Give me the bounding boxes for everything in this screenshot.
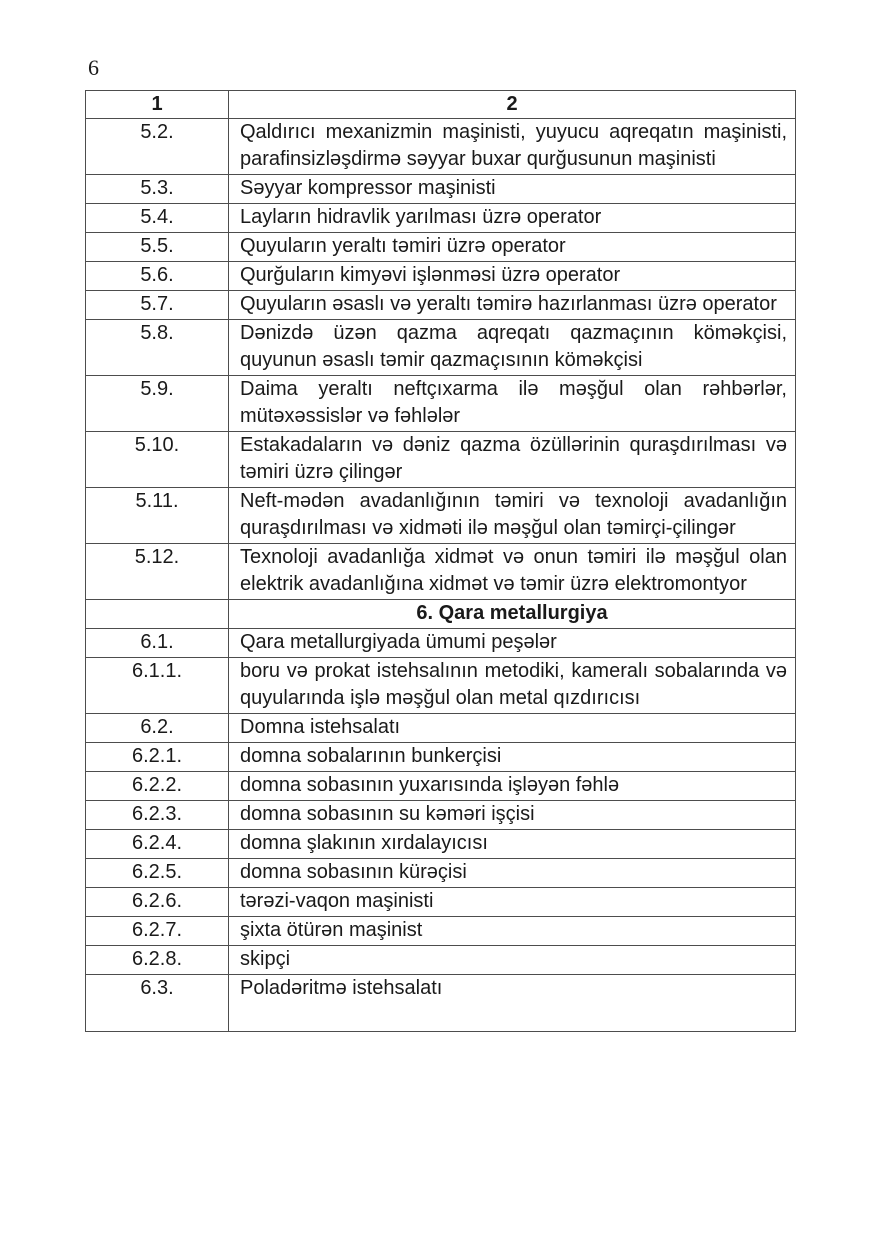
table-row bbox=[86, 488, 796, 544]
row-text-cell: Quyuların əsaslı və yeraltı təmirə hazırlanması üzrə operator bbox=[229, 291, 796, 320]
table-row bbox=[86, 946, 796, 975]
table-row bbox=[86, 600, 796, 629]
profession-table-body bbox=[86, 119, 796, 1032]
table-row bbox=[86, 629, 796, 658]
table-row bbox=[86, 801, 796, 830]
table-row bbox=[86, 975, 796, 1032]
table-row bbox=[86, 376, 796, 432]
row-number-cell: 6.2. bbox=[86, 714, 229, 743]
table-row bbox=[86, 320, 796, 376]
row-text-cell: Estakadaların və dəniz qazma özüllərinin quraşdırılması və təmiri üzrə çilingər bbox=[229, 432, 796, 488]
table-row bbox=[86, 658, 796, 714]
row-number-cell: 6.1. bbox=[86, 629, 229, 658]
row-text-cell: Layların hidravlik yarılması üzrə operator bbox=[229, 204, 796, 233]
row-number-cell: 5.2. bbox=[86, 119, 229, 175]
row-text-cell: Qurğuların kimyəvi işlənməsi üzrə operator bbox=[229, 262, 796, 291]
table-row bbox=[86, 175, 796, 204]
row-number-cell: 5.6. bbox=[86, 262, 229, 291]
table-row bbox=[86, 888, 796, 917]
row-number-cell: 5.11. bbox=[86, 488, 229, 544]
row-text-cell: tərəzi-vaqon maşinisti bbox=[229, 888, 796, 917]
row-text-cell: domna sobasının yuxarısında işləyən fəhlə bbox=[229, 772, 796, 801]
row-number-cell: 5.9. bbox=[86, 376, 229, 432]
table-row bbox=[86, 204, 796, 233]
row-text-cell: domna sobasının kürəçisi bbox=[229, 859, 796, 888]
table-row bbox=[86, 544, 796, 600]
row-text-cell: Qara metallurgiyada ümumi peşələr bbox=[229, 629, 796, 658]
row-number-cell: 6.1.1. bbox=[86, 658, 229, 714]
row-text-cell: Daima yeraltı neftçıxarma ilə məşğul olan rəhbərlər, mütəxəssislər və fəhlələr bbox=[229, 376, 796, 432]
row-number-cell: 6.3. bbox=[86, 975, 229, 1032]
row-text-cell: domna sobalarının bunkerçisi bbox=[229, 743, 796, 772]
row-number-cell: 5.4. bbox=[86, 204, 229, 233]
profession-table bbox=[85, 90, 796, 1032]
row-number-cell: 5.5. bbox=[86, 233, 229, 262]
table-row bbox=[86, 917, 796, 946]
row-number-cell: 6.2.2. bbox=[86, 772, 229, 801]
table-row bbox=[86, 714, 796, 743]
row-number-cell: 5.10. bbox=[86, 432, 229, 488]
row-number-cell: 6.2.5. bbox=[86, 859, 229, 888]
row-number-cell: 5.3. bbox=[86, 175, 229, 204]
row-text-cell: Domna istehsalatı bbox=[229, 714, 796, 743]
row-number-cell: 6.2.4. bbox=[86, 830, 229, 859]
row-text-cell: Səyyar kompressor maşinisti bbox=[229, 175, 796, 204]
column-header-1: 1 bbox=[86, 91, 229, 119]
row-number-cell: 5.7. bbox=[86, 291, 229, 320]
row-text-cell: 6. Qara metallurgiya bbox=[229, 600, 796, 629]
row-text-cell: domna şlakının xırdalayıcısı bbox=[229, 830, 796, 859]
table-row bbox=[86, 119, 796, 175]
row-number-cell: 5.8. bbox=[86, 320, 229, 376]
table-row bbox=[86, 772, 796, 801]
row-text-cell: boru və prokat istehsalının metodiki, kameralı sobalarında və quyularında işlə məşğul olan metal qızdırıcısı bbox=[229, 658, 796, 714]
table-header-row bbox=[86, 91, 796, 119]
table-row bbox=[86, 432, 796, 488]
row-text-cell: domna sobasının su kəməri işçisi bbox=[229, 801, 796, 830]
table-row bbox=[86, 859, 796, 888]
column-header-2: 2 bbox=[229, 91, 796, 119]
row-text-cell: Quyuların yeraltı təmiri üzrə operator bbox=[229, 233, 796, 262]
table-row bbox=[86, 291, 796, 320]
row-text-cell: Poladəritmə istehsalatı bbox=[229, 975, 796, 1032]
table-row bbox=[86, 830, 796, 859]
row-number-cell: 6.2.1. bbox=[86, 743, 229, 772]
row-text-cell: Qaldırıcı mexanizmin maşinisti, yuyucu aqreqatın maşinisti, parafinsizləşdirmə səyyar buxar qurğusunun maşinisti bbox=[229, 119, 796, 175]
row-text-cell: Texnoloji avadanlığa xidmət və onun təmiri ilə məşğul olan elektrik avadanlığına xidmət və təmir üzrə elektromontyor bbox=[229, 544, 796, 600]
page-number: 6 bbox=[88, 55, 99, 80]
table-row bbox=[86, 233, 796, 262]
row-number-cell: 6.2.3. bbox=[86, 801, 229, 830]
row-text-cell: Neft-mədən avadanlığının təmiri və texnoloji avadanlığın quraşdırılması və xidməti ilə məşğul olan təmirçi-çilingər bbox=[229, 488, 796, 544]
row-number-cell: 6.2.7. bbox=[86, 917, 229, 946]
row-number-cell: 5.12. bbox=[86, 544, 229, 600]
row-text-cell: şixta ötürən maşinist bbox=[229, 917, 796, 946]
row-text-cell: skipçi bbox=[229, 946, 796, 975]
table-row bbox=[86, 743, 796, 772]
table-row bbox=[86, 262, 796, 291]
row-number-cell: 6.2.6. bbox=[86, 888, 229, 917]
row-number-cell bbox=[86, 600, 229, 629]
row-number-cell: 6.2.8. bbox=[86, 946, 229, 975]
row-text-cell: Dənizdə üzən qazma aqreqatı qazmaçının köməkçisi, quyunun əsaslı təmir qazmaçısının köməkçisi bbox=[229, 320, 796, 376]
